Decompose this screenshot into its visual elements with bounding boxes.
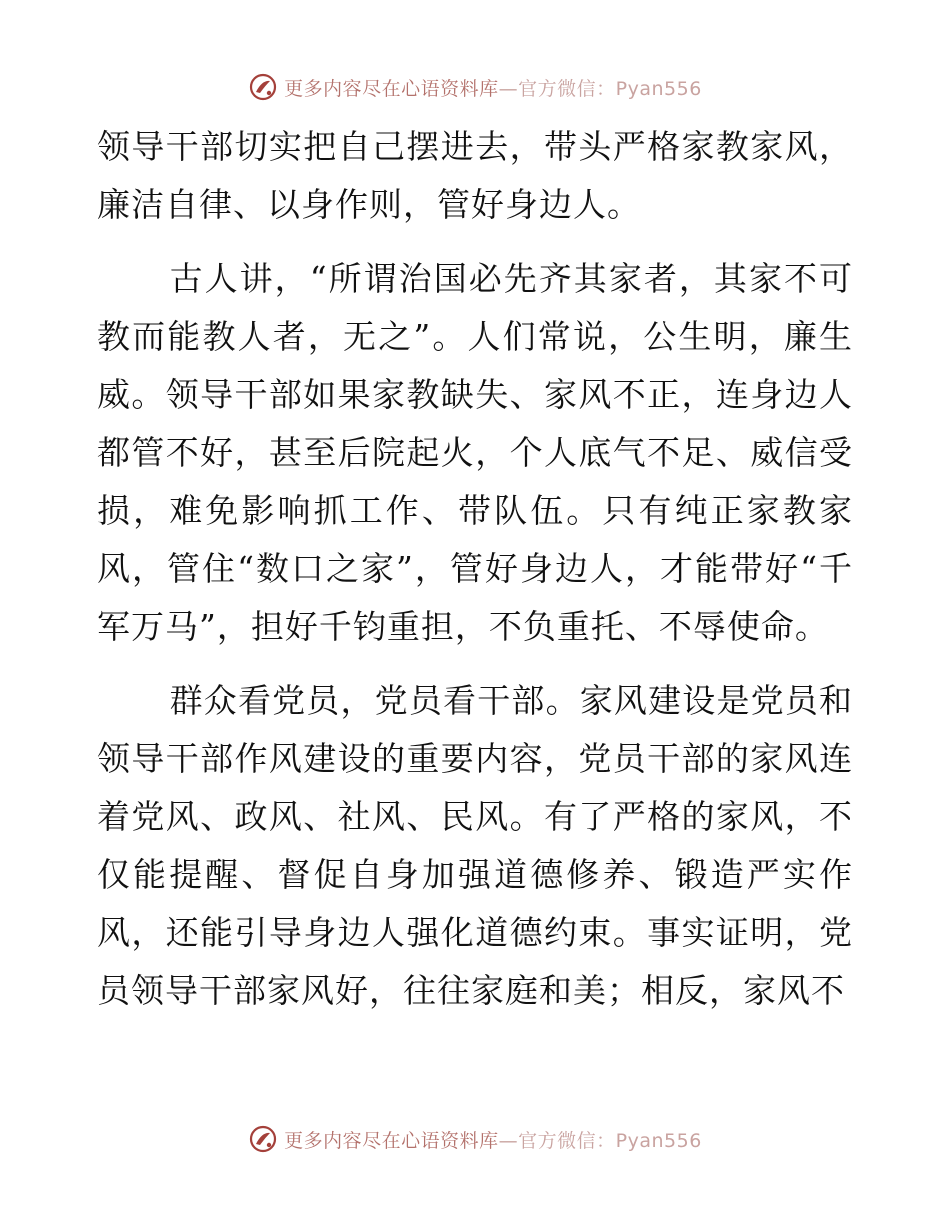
watermark-text: [284, 1126, 702, 1153]
header-watermark: [0, 72, 950, 102]
watermark-lead: 更多内容尽在心语资料库: [284, 1129, 499, 1152]
paragraph-3: 群众看党员，党员看干部。家风建设是党员和领导干部作风建设的重要内容，党员干部的家风连着党风、政风、社风、民风。有了严格的家风，不仅能提醒、督促自身加强道德修养、锻造严实作风，还能引导身边人强化道德约束。事实证明，党员领导干部家风好，往往家庭和美；相反，家风不: [97, 681, 853, 1010]
watermark-lead: 更多内容尽在心语资料库: [284, 77, 499, 100]
stamp-logo-icon: [248, 72, 278, 102]
stamp-logo-icon: [248, 1124, 278, 1154]
footer-watermark: [0, 1124, 950, 1154]
watermark-text: [284, 74, 702, 101]
paragraph-1: 领导干部切实把自己摆进去，带头严格家教家风，廉洁自律、以身作则，管好身边人。: [97, 127, 853, 224]
watermark-tail: —官方微信：Pyan556: [498, 1129, 702, 1152]
document-body: [97, 118, 853, 1020]
watermark-tail: —官方微信：Pyan556: [498, 77, 702, 100]
paragraph-2: 古人讲，“所谓治国必先齐其家者，其家不可教而能教人者，无之”。人们常说，公生明，廉生威。领导干部如果家教缺失、家风不正，连身边人都管不好，甚至后院起火，个人底气不足、威信受损，难免影响抓工作、带队伍。只有纯正家教家风，管住“数口之家”，管好身边人，才能带好“千军万马”，担好千钧重担，不负重托、不辱使命。: [97, 259, 853, 646]
